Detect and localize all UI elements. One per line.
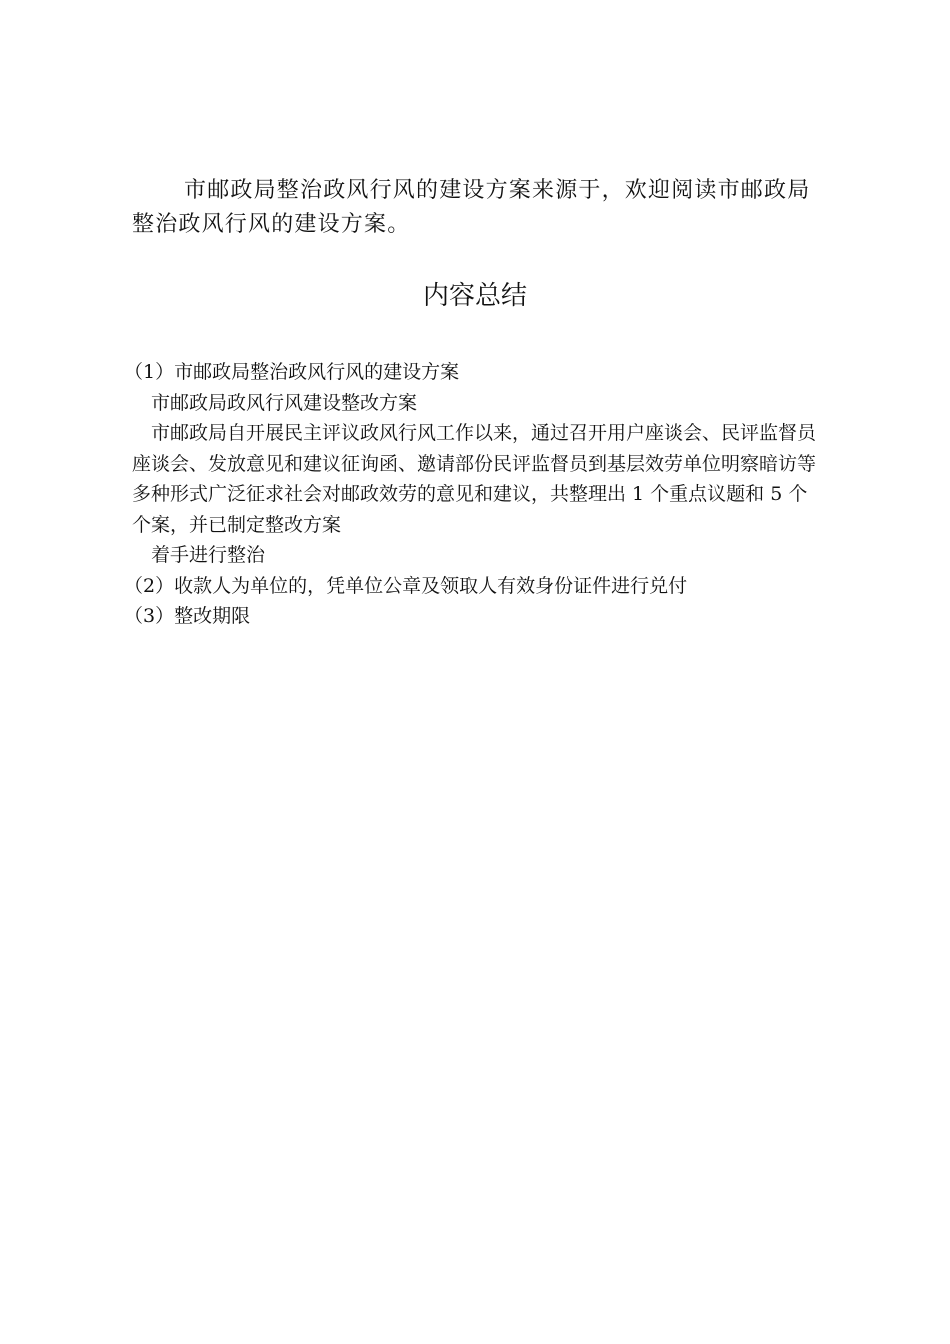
summary-title: 内容总结	[422, 281, 527, 311]
item-1-closing: 着手进行整治	[151, 544, 266, 566]
intro-paragraph: 市邮政局整治政风行风的建设方案来源于，欢迎阅读市邮政局整治政风行风的建设方案。	[132, 178, 811, 237]
item-1-heading: （1）市邮政局整治政风行风的建设方案	[124, 361, 460, 383]
item-2-heading: （2）收款人为单位的，凭单位公章及领取人有效身份证件进行兑付	[124, 574, 688, 597]
item-1-subtitle: 市邮政局政风行风建设整改方案	[151, 391, 418, 414]
summary-body	[124, 357, 822, 632]
item-3-heading: （3）整改期限	[124, 605, 251, 627]
item-1-paragraph: 市邮政局自开展民主评议政风行风工作以来，通过召开用户座谈会、民评监督员座谈会、发放意见和建议征询函、邀请部份民评监督员到基层效劳单位明察暗访等多种形式广泛征求社会对邮政效劳的意见和建议，共整理出 1 个重点议题和 5 个个案，并已制定整改方案	[132, 422, 817, 536]
